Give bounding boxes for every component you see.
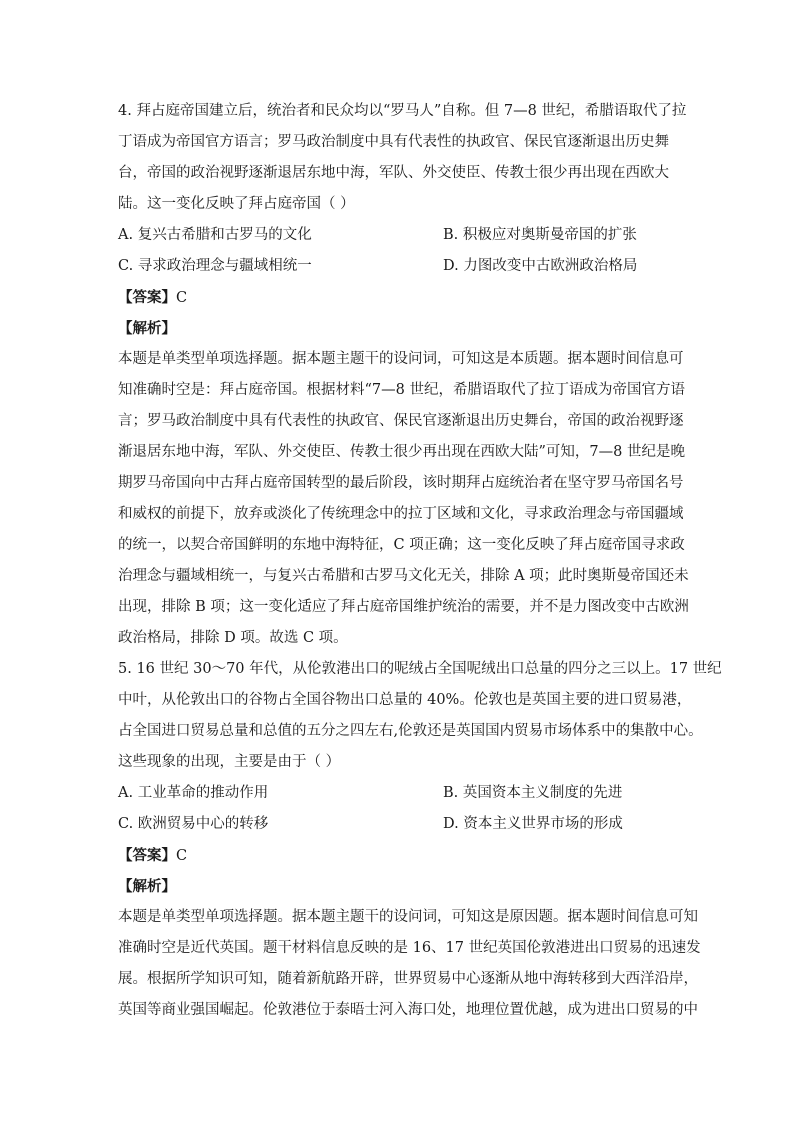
- analysis-line: 期罗马帝国向中古拜占庭帝国转型的最后阶段，该时期拜占庭统治者在坚守罗马帝国名号: [118, 475, 684, 491]
- answer-value: C: [176, 848, 188, 864]
- question-stem-line: 丁语成为帝国官方语言；罗马政治制度中具有代表性的执政官、保民官逐渐退出历史舞: [118, 134, 669, 150]
- question-stem-line: 这些现象的出现，主要是由于（ ）: [118, 754, 341, 770]
- analysis-label: 【解析】: [118, 878, 176, 895]
- question-4: [118, 96, 688, 654]
- option-c: C. 欧洲贸易中心的转移: [118, 816, 269, 832]
- option-b: B. 积极应对奥斯曼帝国的扩张: [443, 227, 637, 243]
- analysis-header: [118, 871, 688, 902]
- question-5: [118, 654, 722, 1026]
- analysis-line: 英国等商业强国崛起。伦敦港位于泰晤士河入海口处，地理位置优越，成为进出口贸易的中: [118, 1002, 698, 1018]
- answer-row: [118, 840, 688, 871]
- option-a: A. 工业革命的推动作用: [118, 785, 269, 801]
- answer-label: 【答案】: [118, 289, 176, 306]
- analysis-line: 展。根据所学知识可知，随着新航路开辟，世界贸易中心逐渐从地中海转移到大西洋沿岸，: [118, 971, 698, 987]
- question-stem-line: 4. 拜占庭帝国建立后，统治者和民众均以“罗马人”自称。但 7—8 世纪，希腊语取代了拉: [118, 103, 687, 119]
- analysis-line: 本题是单类型单项选择题。据本题主题干的设问词，可知这是本质题。据本题时间信息可: [118, 351, 684, 367]
- question-stem-line: 5. 16 世纪 30～70 年代，从伦敦港出口的呢绒占全国呢绒出口总量的四分之三以上。17 世纪: [118, 661, 722, 677]
- question-stem-line: 占全国进口贸易总量和总值的五分之四左右,伦敦还是英国国内贸易市场体系中的集散中心。: [118, 723, 703, 739]
- analysis-line: 渐退居东地中海，军队、外交使臣、传教士很少再出现在西欧大陆”可知，7—8 世纪是晚: [118, 444, 685, 460]
- options-row: [118, 251, 688, 282]
- question-stem-line: 中叶，从伦敦出口的谷物占全国谷物出口总量的 40%。伦敦也是英国主要的进口贸易港，: [118, 692, 692, 708]
- answer-value: C: [176, 290, 188, 306]
- option-c: C. 寻求政治理念与疆域相统一: [118, 258, 312, 274]
- analysis-line: 治理念与疆域相统一，与复兴古希腊和古罗马文化无关，排除 A 项；此时奥斯曼帝国还未: [118, 568, 689, 584]
- analysis-header: [118, 313, 688, 344]
- analysis-line: 本题是单类型单项选择题。据本题主题干的设问词，可知这是原因题。据本题时间信息可知: [118, 909, 698, 925]
- analysis-line: 出现，排除 B 项；这一变化适应了拜占庭帝国维护统治的需要，并不是力图改变中古欧洲: [118, 599, 689, 615]
- option-a: A. 复兴古希腊和古罗马的文化: [118, 227, 312, 243]
- option-b: B. 英国资本主义制度的先进: [443, 785, 623, 801]
- answer-row: [118, 282, 688, 313]
- question-stem-line: 陆。这一变化反映了拜占庭帝国（ ）: [118, 196, 355, 212]
- question-stem-line: 台，帝国的政治视野逐渐退居东地中海，军队、外交使臣、传教士很少再出现在西欧大: [118, 165, 669, 181]
- analysis-label: 【解析】: [118, 320, 176, 337]
- analysis-line: 言；罗马政治制度中具有代表性的执政官、保民官逐渐退出历史舞台，帝国的政治视野逐: [118, 413, 684, 429]
- analysis-line: 知准确时空是：拜占庭帝国。根据材料“7—8 世纪，希腊语取代了拉丁语成为帝国官方语: [118, 382, 685, 398]
- document-page: [118, 96, 722, 1026]
- option-d: D. 力图改变中古欧洲政治格局: [443, 258, 638, 274]
- analysis-line: 准确时空是近代英国。题干材料信息反映的是 16、17 世纪英国伦敦港进出口贸易的迅速发: [118, 940, 701, 956]
- options-row: [118, 778, 688, 809]
- analysis-line: 政治格局，排除 D 项。故选 C 项。: [118, 630, 348, 646]
- analysis-line: 和威权的前提下，放弃或淡化了传统理念中的拉丁区域和文化，寻求政治理念与帝国疆域: [118, 506, 684, 522]
- options-row: [118, 809, 688, 840]
- analysis-line: 的统一，以契合帝国鲜明的东地中海特征，C 项正确；这一变化反映了拜占庭帝国寻求政: [118, 537, 685, 553]
- answer-label: 【答案】: [118, 847, 176, 864]
- options-row: [118, 220, 688, 251]
- option-d: D. 资本主义世界市场的形成: [443, 816, 623, 832]
